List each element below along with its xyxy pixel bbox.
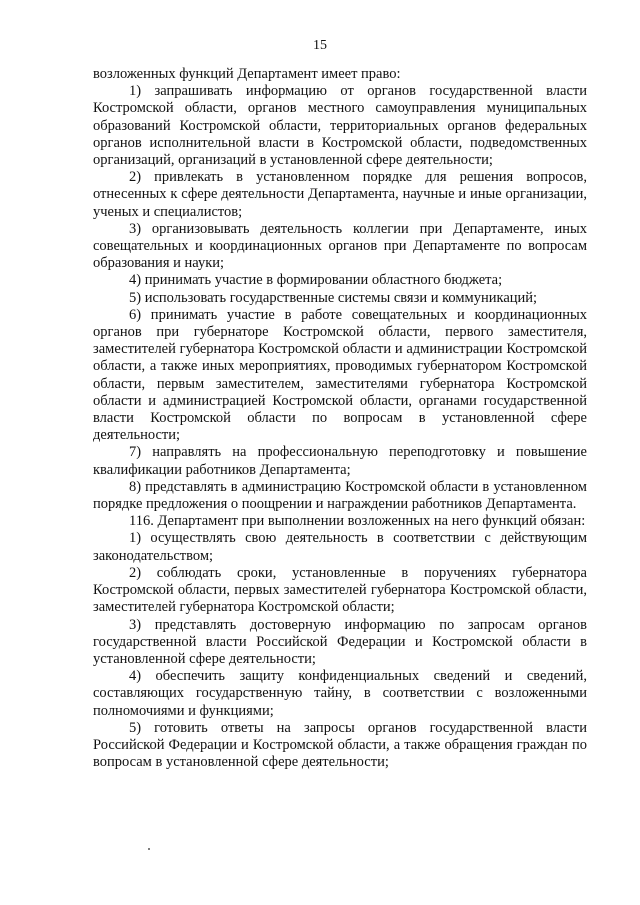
paragraph: 5) готовить ответы на запросы органов государственной власти Российской Федерации и Костромской области, а также обращения граждан по вопросам в установленной сфере деятельности; <box>93 719 587 771</box>
paragraph: 2) соблюдать сроки, установленные в поручениях губернатора Костромской области, первых заместителей губернатора Костромской области, заместителей губернатора Костромской области; <box>93 564 587 616</box>
paragraph: 116. Департамент при выполнении возложенных на него функций обязан: <box>129 513 586 530</box>
scan-speck <box>148 848 150 850</box>
paragraph: 3) организовывать деятельность коллегии при Департаменте, иных совещательных и координационных органов при Департаменте по вопросам образования и науки; <box>93 220 587 272</box>
paragraph: 6) принимать участие в работе совещательных и координационных органов при губернаторе Костромской области, первого заместителя, заместителей губернатора Костромской области и администрации Костромской области, а также иных мероприятиях, проводимых губернатором Костромской области, первым заместителем, заместителями губернатора Костромской области и администрацией Костромской области, органами государственной власти Костромской области по вопросам в установленной сфере деятельности; <box>93 306 587 444</box>
paragraph: 4) обеспечить защиту конфиденциальных сведений и сведений, составляющих государственную тайну, в соответствии с возложенными полномочиями и функциями; <box>93 668 587 719</box>
paragraph: возложенных функций Департамент имеет право: <box>93 66 401 82</box>
page-number: 15 <box>313 38 327 53</box>
paragraph: 2) привлекать в установленном порядке для решения вопросов, отнесенных к сфере деятельности Департамента, научные и иные организации, ученых и специалистов; <box>93 169 587 220</box>
document-body <box>93 66 587 771</box>
paragraph: 8) представлять в администрацию Костромской области в установленном порядке предложения о поощрении и награждении работников Департамента. <box>93 478 587 513</box>
paragraph: 7) направлять на профессиональную переподготовку и повышение квалификации работников Департамента; <box>93 444 587 478</box>
paragraph: 4) принимать участие в формировании областного бюджета; <box>129 272 503 289</box>
paragraph: 5) использовать государственные системы связи и коммуникаций; <box>129 289 538 306</box>
paragraph: 3) представлять достоверную информацию по запросам органов государственной власти Российской Федерации и Костромской области в установленной сфере деятельности; <box>93 616 587 667</box>
paragraph: 1) запрашивать информацию от органов государственной власти Костромской области, органов местного самоуправления муниципальных образований Костромской области, территориальных органов федеральных органов исполнительной власти в Костромской области, подведомственных организаций, организаций в установленной сфере деятельности; <box>93 83 587 169</box>
paragraph: 1) осуществлять свою деятельность в соответствии с действующим законодательством; <box>93 530 587 564</box>
